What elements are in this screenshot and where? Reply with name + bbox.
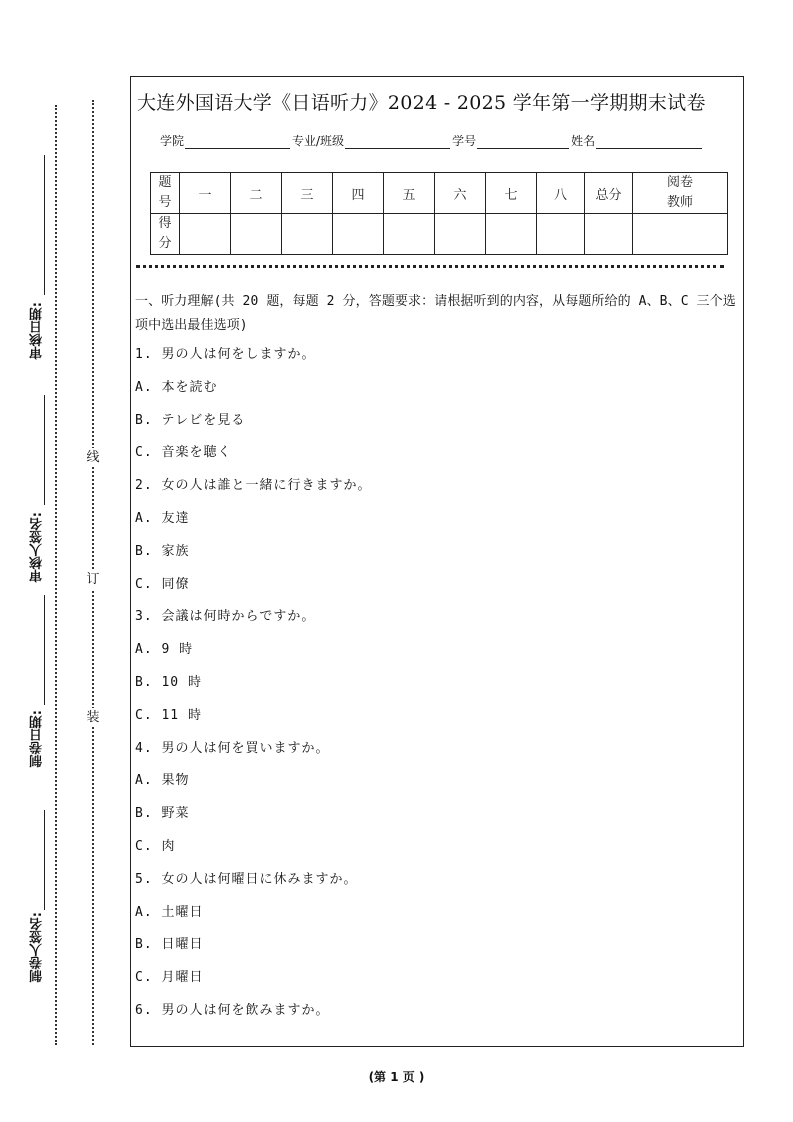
score-cell-6[interactable] [435, 214, 486, 255]
major-class-label: 专业/班级 [292, 134, 345, 148]
question-1-option-b: B. テレビを見る [135, 412, 246, 428]
score-table-score-row [151, 214, 728, 255]
exam-title: 大连外国语大学《日语听力》2024 - 2025 学年第一学期期末试卷 [137, 92, 706, 114]
score-table-col-2: 二 [231, 173, 282, 214]
question-3-option-a: A. 9 時 [135, 642, 194, 658]
score-table-row2-label: 得 分 [151, 214, 180, 255]
question-4-option-a: A. 果物 [135, 773, 190, 789]
question-2-option-c: C. 同僚 [135, 576, 190, 592]
question-1-option-c: C. 音楽を聴く [135, 445, 232, 461]
score-table-col-6: 六 [435, 173, 486, 214]
question-4: 4. 男の人は何を買いますか。 [135, 740, 330, 756]
score-cell-3[interactable] [282, 214, 333, 255]
question-4-option-b: B. 野菜 [135, 806, 190, 822]
page-number: (第 1 页 ) [368, 1070, 425, 1084]
question-4-option-c: C. 肉 [135, 838, 176, 854]
name-label: 姓名 [571, 134, 596, 148]
score-table-row1-label: 题 号 [151, 173, 180, 214]
college-field[interactable] [185, 136, 290, 149]
score-cell-2[interactable] [231, 214, 282, 255]
reviewer-date-label: 审核日期: [28, 300, 52, 361]
question-1: 1. 男の人は何をしますか。 [135, 347, 316, 362]
student-id-label: 学号 [452, 134, 477, 148]
section-instruction: 一、听力理解(共 20 题，每题 2 分，答题要求：请根据听到的内容，从每题所给的 A、B、C 三个选项中选出最佳选项) [135, 294, 736, 333]
bind-mark-line: 线 [84, 448, 102, 467]
score-table-col-3: 三 [282, 173, 333, 214]
maker-signature-label: 制卷人签名: [28, 910, 52, 984]
reviewer-date-blank [44, 155, 45, 295]
question-2-option-b: B. 家族 [135, 543, 190, 559]
score-cell-5[interactable] [384, 214, 435, 255]
section-separator [136, 265, 724, 268]
maker-date-blank [44, 595, 45, 705]
score-table-col-5: 五 [384, 173, 435, 214]
score-table [150, 172, 728, 255]
major-class-field[interactable] [345, 136, 450, 149]
score-cell-total[interactable] [585, 214, 633, 255]
score-table-header-row [151, 173, 728, 214]
question-3-option-c: C. 11 時 [135, 707, 202, 723]
question-5: 5. 女の人は何曜日に休みますか。 [135, 871, 358, 887]
college-label: 学院 [160, 134, 185, 148]
student-id-field[interactable] [477, 136, 569, 149]
maker-signature-blank [44, 810, 45, 910]
question-5-option-b: B. 日曜日 [135, 937, 204, 953]
score-cell-8[interactable] [537, 214, 585, 255]
score-table-col-4: 四 [333, 173, 384, 214]
name-field[interactable] [596, 136, 702, 149]
question-5-option-c: C. 月曜日 [135, 970, 204, 986]
question-2: 2. 女の人は誰と一緒に行きますか。 [135, 478, 372, 494]
bind-mark-staple: 订 [84, 570, 102, 589]
question-5-option-a: A. 土曜日 [135, 904, 204, 920]
student-info-row [160, 132, 704, 149]
score-table-col-total: 总分 [585, 173, 633, 214]
question-1-option-a: A. 本を読む [135, 379, 218, 395]
reviewer-signature-blank [44, 395, 45, 505]
question-6: 6. 男の人は何を飲みますか。 [135, 1002, 330, 1018]
score-cell-7[interactable] [486, 214, 537, 255]
question-3: 3. 会議は何時からですか。 [135, 609, 316, 625]
bind-mark-bind: 装 [84, 708, 102, 727]
score-cell-4[interactable] [333, 214, 384, 255]
question-3-option-b: B. 10 時 [135, 674, 202, 690]
section-listening [135, 290, 745, 1032]
maker-date-label: 制卷日期: [28, 708, 52, 769]
score-table-col-1: 一 [180, 173, 231, 214]
binding-dotted-line-outer [55, 105, 57, 1045]
score-table-col-7: 七 [486, 173, 537, 214]
question-2-option-a: A. 友達 [135, 510, 190, 526]
score-cell-1[interactable] [180, 214, 231, 255]
score-table-col-grader: 阅卷 教师 [633, 173, 728, 214]
score-cell-grader[interactable] [633, 214, 728, 255]
reviewer-signature-label: 审核人签名: [28, 510, 52, 584]
score-table-col-8: 八 [537, 173, 585, 214]
